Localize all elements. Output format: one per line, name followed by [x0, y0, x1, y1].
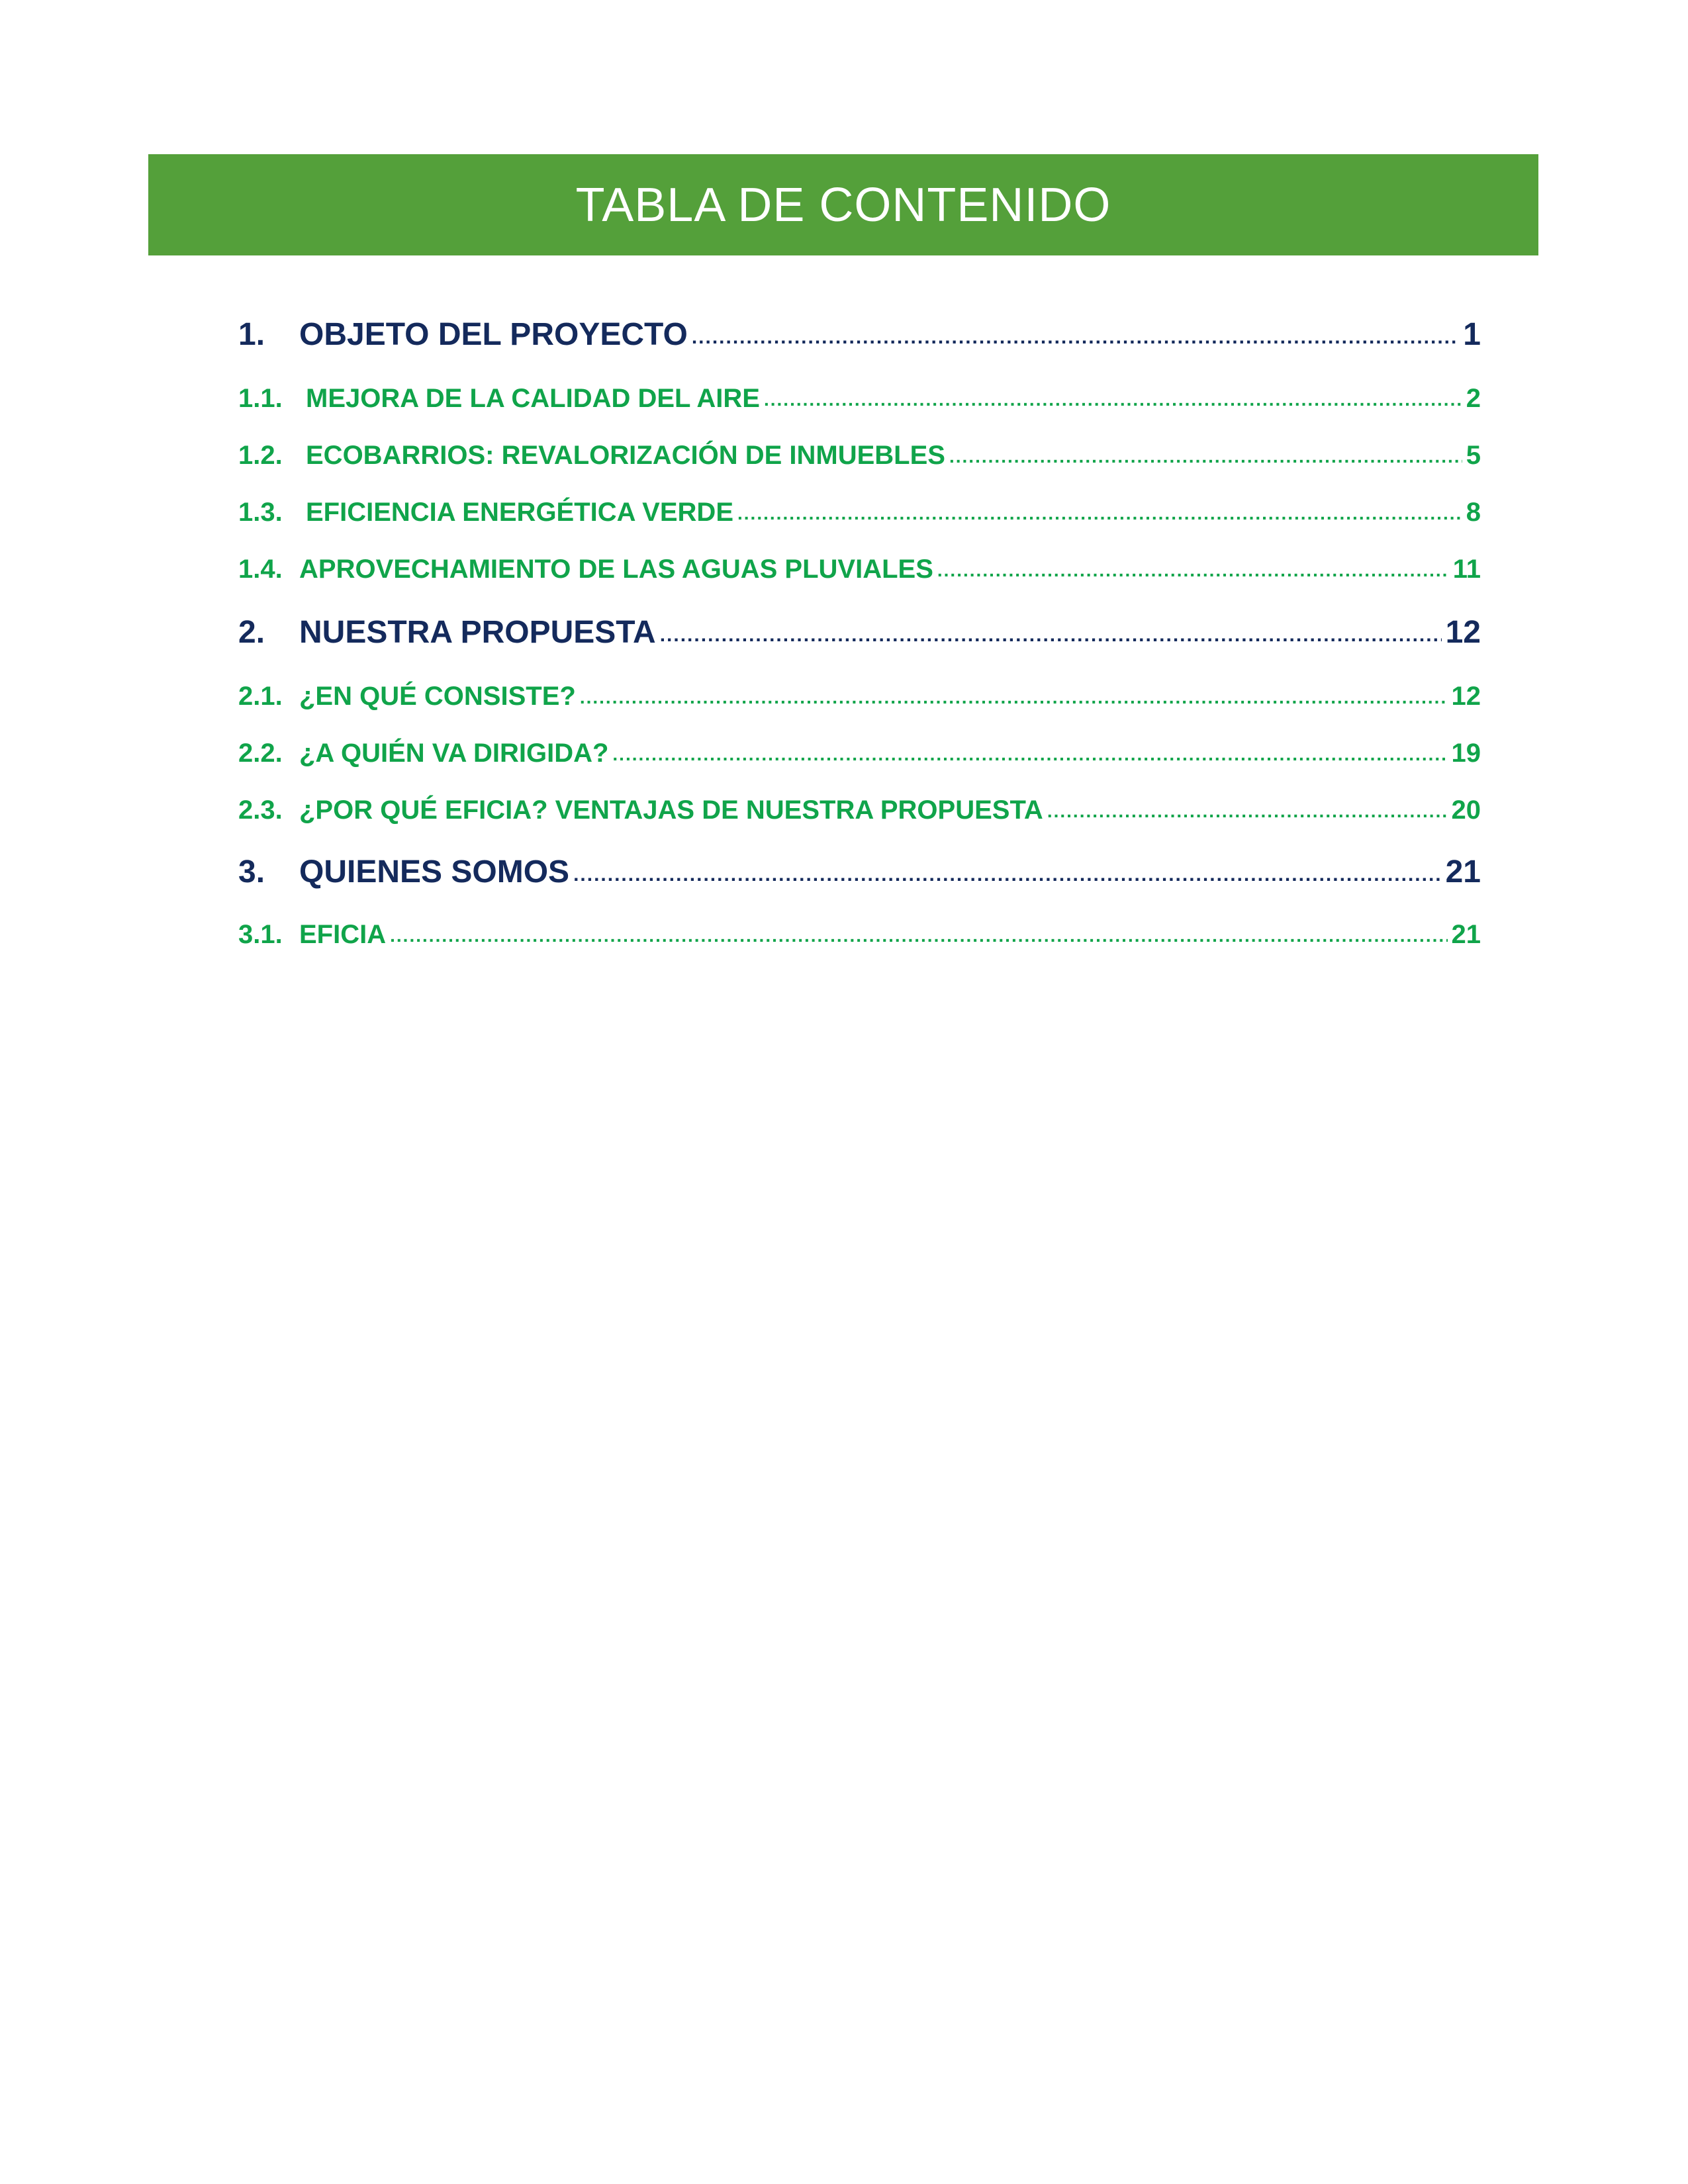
- toc-entry-number: 1.1.: [238, 384, 283, 413]
- toc-entry-page: 20: [1451, 796, 1481, 825]
- toc-dot-leader: [1047, 794, 1448, 824]
- toc-dot-leader: [390, 919, 1447, 948]
- toc-entry-number: 2.3.: [238, 796, 283, 825]
- toc-entry-number: 2.2.: [238, 739, 283, 768]
- toc-entry-label: APROVECHAMIENTO DE LAS AGUAS PLUVIALES: [299, 555, 933, 584]
- toc-entry-label: MEJORA DE LA CALIDAD DEL AIRE: [306, 384, 760, 413]
- toc-dot-leader: [764, 383, 1462, 412]
- toc-entry-page: 19: [1451, 739, 1481, 768]
- toc-entry-eficia[interactable]: [238, 920, 1481, 950]
- toc-entry-en-que-consiste[interactable]: [238, 682, 1481, 711]
- toc-entry-page: 12: [1451, 682, 1481, 711]
- toc-entry-page: 11: [1452, 555, 1481, 584]
- toc-dot-leader: [612, 737, 1447, 767]
- toc-entry-page: 12: [1445, 615, 1481, 650]
- toc-entry-number: 3.1.: [238, 920, 283, 949]
- toc-entry-nuestra-propuesta[interactable]: [238, 614, 1481, 651]
- toc-entry-eficiencia-energetica[interactable]: [238, 498, 1481, 527]
- toc-entry-quienes-somos[interactable]: [238, 854, 1481, 890]
- toc-entry-label: ECOBARRIOS: REVALORIZACIÓN DE INMUEBLES: [306, 441, 945, 470]
- toc-entry-number: 1.2.: [238, 441, 283, 470]
- toc-entry-label: ¿EN QUÉ CONSISTE?: [299, 682, 576, 711]
- toc-entry-por-que-eficia[interactable]: [238, 796, 1481, 825]
- toc-entry-objeto-del-proyecto[interactable]: [238, 316, 1481, 353]
- toc-entry-number: 1.: [238, 317, 265, 352]
- toc-entry-label: ¿POR QUÉ EFICIA? VENTAJAS DE NUESTRA PROPUESTA: [299, 796, 1043, 825]
- toc-entry-label: OBJETO DEL PROYECTO: [299, 317, 688, 352]
- toc-entry-page: 21: [1445, 854, 1481, 889]
- toc-entry-mejora-calidad-aire[interactable]: [238, 384, 1481, 414]
- toc-entry-number: 1.3.: [238, 498, 283, 527]
- toc-entry-number: 2.: [238, 615, 265, 650]
- toc-entry-page: 2: [1466, 384, 1481, 413]
- toc-dot-leader: [580, 680, 1448, 710]
- toc-entry-number: 3.: [238, 854, 265, 889]
- toc-entry-page: 21: [1451, 920, 1481, 949]
- toc-dot-leader: [949, 439, 1462, 469]
- toc-entry-number: 1.4.: [238, 555, 283, 584]
- toc-entry-label: ¿A QUIÉN VA DIRIGIDA?: [299, 739, 609, 768]
- toc-entry-page: 5: [1466, 441, 1481, 470]
- toc-entry-number: 2.1.: [238, 682, 283, 711]
- toc-entry-label: NUESTRA PROPUESTA: [299, 615, 656, 650]
- toc-entry-ecobarrios[interactable]: [238, 441, 1481, 471]
- toc-dot-leader: [737, 496, 1462, 526]
- toc-dot-leader: [573, 852, 1442, 889]
- toc-dot-leader: [937, 553, 1449, 583]
- title-banner: [148, 154, 1538, 255]
- toc-entry-label: QUIENES SOMOS: [299, 854, 570, 889]
- toc-entry-page: 8: [1466, 498, 1481, 527]
- toc-entry-a-quien-va-dirigida[interactable]: [238, 739, 1481, 768]
- toc-entry-aguas-pluviales[interactable]: [238, 555, 1481, 584]
- toc-entry-page: 1: [1463, 317, 1481, 352]
- toc-dot-leader: [660, 613, 1442, 649]
- toc-dot-leader: [692, 315, 1459, 351]
- toc-entry-label: EFICIA: [299, 920, 387, 949]
- page-title: TABLA DE CONTENIDO: [575, 178, 1111, 232]
- toc-entry-label: EFICIENCIA ENERGÉTICA VERDE: [306, 498, 733, 527]
